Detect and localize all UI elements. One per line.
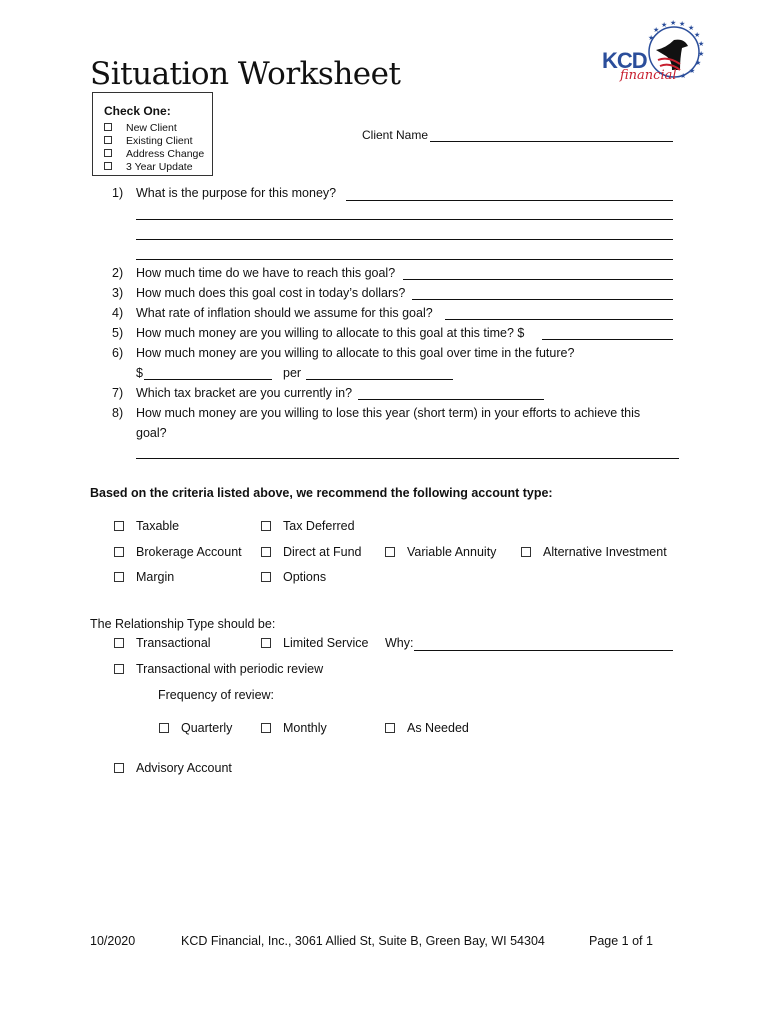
answer-2-field[interactable]	[403, 279, 673, 280]
q6-period-field[interactable]	[306, 379, 453, 380]
svg-text:★: ★	[694, 32, 701, 39]
answer-5-field[interactable]	[542, 339, 673, 340]
svg-text:★: ★	[670, 20, 677, 27]
alternative-investment-option[interactable]: Alternative Investment	[521, 545, 667, 559]
quarterly-option[interactable]: Quarterly	[159, 721, 232, 735]
answer-3-field[interactable]	[412, 299, 673, 300]
checkbox-icon[interactable]	[114, 547, 124, 557]
svg-text:★: ★	[653, 27, 660, 34]
advisory-account-option[interactable]: Advisory Account	[114, 761, 232, 775]
kcd-logo	[596, 20, 708, 86]
client-name-label: Client Name	[362, 128, 429, 142]
svg-text:★: ★	[661, 22, 668, 29]
checkbox-icon[interactable]	[521, 547, 531, 557]
relationship-heading: The Relationship Type should be:	[90, 617, 276, 631]
taxable-option[interactable]: Taxable	[114, 519, 179, 533]
checkbox-icon[interactable]	[114, 763, 124, 773]
answer-1-line-4[interactable]	[136, 259, 673, 260]
svg-text:★: ★	[680, 73, 687, 80]
svg-text:★: ★	[689, 68, 696, 75]
logo-brand-text: KCD	[602, 48, 647, 73]
svg-text:★: ★	[679, 21, 686, 28]
checkbox-icon[interactable]	[261, 638, 271, 648]
frequency-label: Frequency of review:	[158, 688, 275, 702]
client-name-field[interactable]	[430, 141, 673, 142]
margin-option[interactable]: Margin	[114, 570, 174, 584]
checkbox-icon[interactable]	[261, 521, 271, 531]
answer-8-field[interactable]	[136, 458, 679, 459]
why-label: Why:	[385, 636, 414, 650]
checkbox-icon[interactable]	[104, 162, 112, 170]
svg-text:★: ★	[688, 25, 695, 32]
svg-text:★: ★	[698, 41, 705, 48]
answer-4-field[interactable]	[445, 319, 673, 320]
svg-text:★: ★	[648, 35, 655, 42]
q6-dollar-label: $	[136, 366, 143, 380]
q6-per-label: per	[283, 366, 302, 380]
footer-date: 10/2020	[90, 934, 136, 948]
checkbox-icon[interactable]	[104, 149, 112, 157]
checkbox-icon[interactable]	[159, 723, 169, 733]
footer-page: Page 1 of 1	[589, 934, 653, 948]
checkbox-icon[interactable]	[104, 123, 112, 131]
checkbox-icon[interactable]	[114, 572, 124, 582]
checkbox-icon[interactable]	[114, 664, 124, 674]
transactional-periodic-option[interactable]: Transactional with periodic review	[114, 662, 323, 676]
check-one-title: Check One:	[104, 104, 171, 118]
answer-1-line-3[interactable]	[136, 239, 673, 240]
options-option[interactable]: Options	[261, 570, 326, 584]
checkbox-icon[interactable]	[114, 638, 124, 648]
page-title: Situation Worksheet	[90, 56, 401, 92]
as-needed-option[interactable]: As Needed	[385, 721, 469, 735]
answer-1-line-2[interactable]	[136, 219, 673, 220]
why-field[interactable]	[414, 650, 673, 651]
tax-deferred-option[interactable]: Tax Deferred	[261, 519, 355, 533]
checkbox-icon[interactable]	[114, 521, 124, 531]
direct-at-fund-option[interactable]: Direct at Fund	[261, 545, 362, 559]
checkbox-icon[interactable]	[385, 547, 395, 557]
q6-amount-field[interactable]	[144, 379, 272, 380]
q8-continuation: goal?	[136, 426, 167, 440]
checkbox-icon[interactable]	[385, 723, 395, 733]
transactional-option[interactable]: Transactional	[114, 636, 211, 650]
checkbox-icon[interactable]	[261, 547, 271, 557]
three-year-update-option[interactable]: 3 Year Update	[104, 161, 193, 173]
existing-client-option[interactable]: Existing Client	[104, 135, 193, 147]
answer-7-field[interactable]	[358, 399, 544, 400]
brokerage-account-option[interactable]: Brokerage Account	[114, 545, 242, 559]
checkbox-icon[interactable]	[261, 723, 271, 733]
svg-text:★: ★	[695, 60, 702, 67]
svg-text:★: ★	[698, 51, 705, 58]
recommend-heading: Based on the criteria listed above, we recommend the following account type:	[90, 486, 553, 500]
checkbox-icon[interactable]	[104, 136, 112, 144]
monthly-option[interactable]: Monthly	[261, 721, 327, 735]
logo-sub-text: financial	[620, 68, 677, 83]
checkbox-icon[interactable]	[261, 572, 271, 582]
limited-service-option[interactable]: Limited Service	[261, 636, 368, 650]
new-client-option[interactable]: New Client	[104, 122, 177, 134]
address-change-option[interactable]: Address Change	[104, 148, 204, 160]
footer-address: KCD Financial, Inc., 3061 Allied St, Suite B, Green Bay, WI 54304	[181, 934, 545, 948]
variable-annuity-option[interactable]: Variable Annuity	[385, 545, 496, 559]
answer-1-field[interactable]	[346, 200, 673, 201]
